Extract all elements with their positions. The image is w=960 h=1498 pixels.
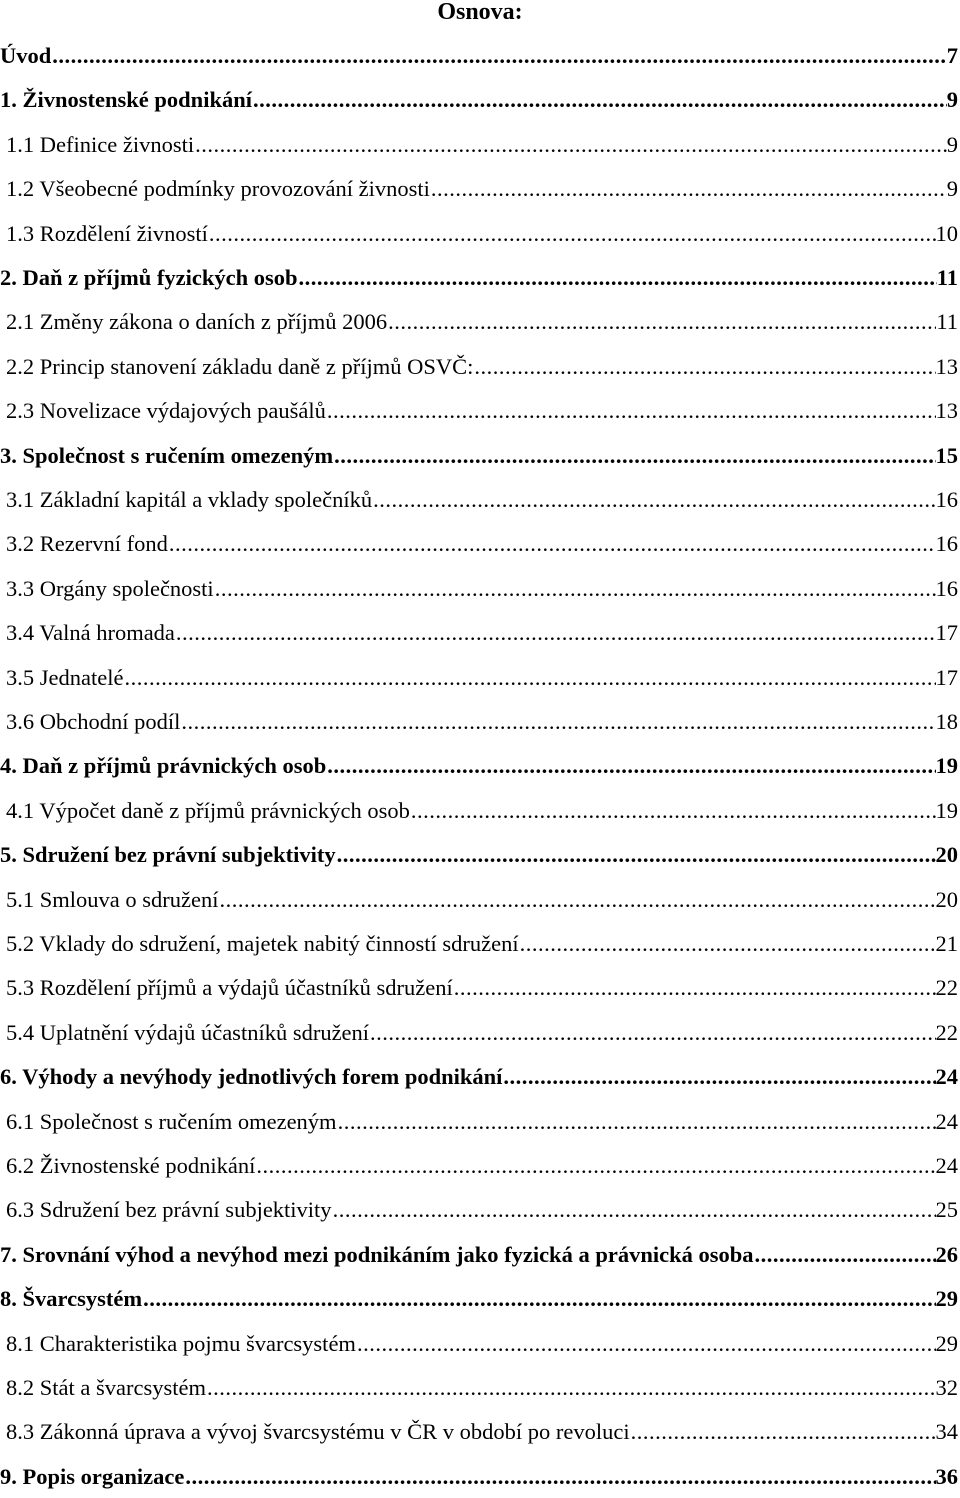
toc-entry[interactable] [6,1018,958,1048]
toc-entry[interactable] [6,1417,958,1447]
toc-entry[interactable] [6,1329,958,1359]
toc-entry-label: 8.1 Charakteristika pojmu švarcsystém [6,1330,356,1356]
dot-leader [332,1195,936,1225]
toc-entry[interactable] [6,485,958,515]
toc-entry-page-number: 13 [935,398,958,424]
toc-entry-page-number: 7 [946,43,958,68]
toc-entry-page-number: 10 [935,220,958,246]
toc-entry[interactable] [0,751,958,781]
toc-entry-label: 5.1 Smlouva o sdružení [6,886,219,912]
toc-entry[interactable] [6,307,958,337]
toc-entry-page-number: 13 [935,353,958,379]
toc-entry-label: 6.1 Společnost s ručením omezeným [6,1108,337,1134]
toc-entry[interactable] [6,1107,958,1137]
toc-entry-label: 3.5 Jednatelé [6,664,124,690]
dot-leader [372,485,935,515]
toc-entry-page-number: 17 [935,620,958,646]
dot-leader [473,352,935,382]
dot-leader [356,1329,936,1359]
toc-entry[interactable] [0,263,958,293]
toc-entry-label: 2. Daň z příjmů fyzických osob [0,265,298,290]
toc-entry-page-number: 16 [935,531,958,557]
toc-entry[interactable] [6,796,958,826]
dot-leader [175,618,936,648]
dot-leader [208,219,936,249]
toc-entry[interactable] [6,396,958,426]
dot-leader [326,396,936,426]
toc-entry-label: Úvod [0,43,52,68]
toc-entry[interactable] [6,618,958,648]
toc-entry-label: 1.1 Definice živnosti [6,131,195,157]
toc-entry-page-number: 15 [935,442,958,468]
toc-entry-label: 6.3 Sdružení bez právní subjektivity [6,1197,332,1223]
dot-leader [502,1062,935,1092]
dot-leader [519,929,936,959]
dot-leader [255,1151,935,1181]
toc-entry-page-number: 21 [935,931,958,956]
dot-leader [336,840,936,870]
dot-leader [218,885,935,915]
dot-leader [337,1107,936,1137]
dot-leader [753,1240,935,1270]
toc-entry[interactable] [6,663,958,693]
toc-entry[interactable] [6,929,958,959]
toc-entry-label: 2.3 Novelizace výdajových paušálů [6,398,326,424]
toc-entry-label: 2.2 Princip stanovení základu daně z příjmů OSVČ: [6,353,474,379]
toc-entry-page-number: 36 [935,1463,958,1489]
toc-entry-page-number: 9 [946,131,958,157]
toc-entry-page-number: 9 [946,176,958,202]
dot-leader [387,307,936,337]
toc-entry-label: 9. Popis organizace [0,1463,185,1489]
dot-leader [410,796,936,826]
toc-entry[interactable] [6,1151,958,1181]
toc-entry-label: 5. Sdružení bez právní subjektivity [0,842,336,868]
toc-entry-label: 4. Daň z příjmů právnických osob [0,753,327,779]
toc-entry[interactable] [0,85,958,115]
dot-leader [168,529,936,559]
toc-entry-page-number: 29 [935,1286,958,1312]
page-title: Osnova: [437,0,523,25]
toc-entry-label: 6. Výhody a nevýhody jednotlivých forem podnikání [0,1064,503,1090]
toc-entry-page-number: 11 [936,265,958,290]
toc-entry-label: 5.2 Vklady do sdružení, majetek nabitý činností sdružení [6,931,519,956]
toc-entry-label: 8. Švarcsystém [0,1286,143,1312]
toc-entry-page-number: 32 [935,1375,958,1400]
toc-entry-label: 1.3 Rozdělení živností [6,220,208,246]
toc-entry-page-number: 29 [935,1330,958,1356]
toc-entry-page-number: 16 [935,575,958,601]
toc-entry[interactable] [0,840,958,870]
toc-entry-label: 3.6 Obchodní podíl [6,709,181,734]
toc-entry-label: 5.4 Uplatnění výdajů účastníků sdružení [6,1019,370,1045]
dot-leader [453,973,936,1003]
toc-entry[interactable] [6,130,958,160]
toc-entry[interactable] [0,1462,958,1492]
toc-entry[interactable] [0,441,958,471]
dot-leader [326,751,935,781]
toc-entry-page-number: 24 [935,1108,958,1134]
toc-entry-page-number: 26 [935,1241,958,1267]
dot-leader [214,574,936,604]
toc-entry[interactable] [6,174,958,204]
toc-entry-page-number: 24 [935,1064,958,1090]
toc-entry[interactable] [6,352,958,382]
toc-entry[interactable] [0,1240,958,1270]
toc-entry[interactable] [0,41,958,71]
toc-entry-page-number: 19 [935,753,958,779]
toc-entry-page-number: 11 [936,309,958,335]
toc-entry-label: 2.1 Změny zákona o daních z příjmů 2006 [6,309,388,335]
toc-entry-page-number: 22 [935,975,958,1001]
toc-entry-page-number: 16 [935,487,958,512]
toc-entry[interactable] [0,1284,958,1314]
dot-leader [252,85,947,115]
dot-leader [298,263,937,293]
dot-leader [142,1284,935,1314]
toc-entry-page-number: 24 [935,1153,958,1178]
toc-entry-label: 3. Společnost s ručením omezeným [0,442,334,468]
dot-leader [630,1417,936,1447]
toc-entry-page-number: 17 [935,664,958,690]
dot-leader [123,663,935,693]
toc-entry[interactable] [6,529,958,559]
toc-entry-label: 1.2 Všeobecné podmínky provozování živnosti [6,176,430,202]
toc-entry[interactable] [6,574,958,604]
toc-entry-label: 3.4 Valná hromada [6,620,175,646]
toc-entry-label: 5.3 Rozdělení příjmů a výdajů účastníků sdružení [6,975,453,1001]
dot-leader [184,1462,935,1492]
toc-entry-page-number: 9 [946,87,958,113]
toc-entry-label: 8.3 Zákonná úprava a vývoj švarcsystému v ČR v období po revoluci [6,1419,630,1445]
toc-entry-label: 3.3 Orgány společnosti [6,575,214,601]
toc-entry-label: 7. Srovnání výhod a nevýhod mezi podnikáním jako fyzická a právnická osoba [0,1241,754,1267]
toc-entry-label: 3.1 Základní kapitál a vklady společníků [6,487,373,512]
toc-entry[interactable] [6,1373,958,1403]
toc-entry-page-number: 18 [935,709,958,734]
toc-entry[interactable] [6,885,958,915]
toc-entry-page-number: 34 [935,1419,958,1445]
toc-entry-label: 3.2 Rezervní fond [6,531,168,557]
dot-leader [430,174,947,204]
toc-entry[interactable] [6,973,958,1003]
toc-entry-label: 1. Živnostenské podnikání [0,87,252,113]
dot-leader [194,130,947,160]
toc-entry-page-number: 25 [935,1197,958,1223]
dot-leader [180,707,935,737]
dot-leader [51,41,946,71]
dot-leader [333,441,935,471]
toc-entry[interactable] [6,219,958,249]
dot-leader [206,1373,936,1403]
dot-leader [369,1018,935,1048]
toc-entry-page-number: 22 [935,1019,958,1045]
toc-entry[interactable] [6,707,958,737]
toc-entry-label: 8.2 Stát a švarcsystém [6,1375,206,1400]
toc-entry-page-number: 20 [935,842,958,868]
toc-entry[interactable] [6,1195,958,1225]
toc-entry-page-number: 19 [935,797,958,823]
toc-entry-page-number: 20 [935,886,958,912]
toc-entry-label: 6.2 Živnostenské podnikání [6,1153,256,1178]
toc-entry[interactable] [0,1062,958,1092]
toc-entry-label: 4.1 Výpočet daně z příjmů právnických osob [6,797,410,823]
